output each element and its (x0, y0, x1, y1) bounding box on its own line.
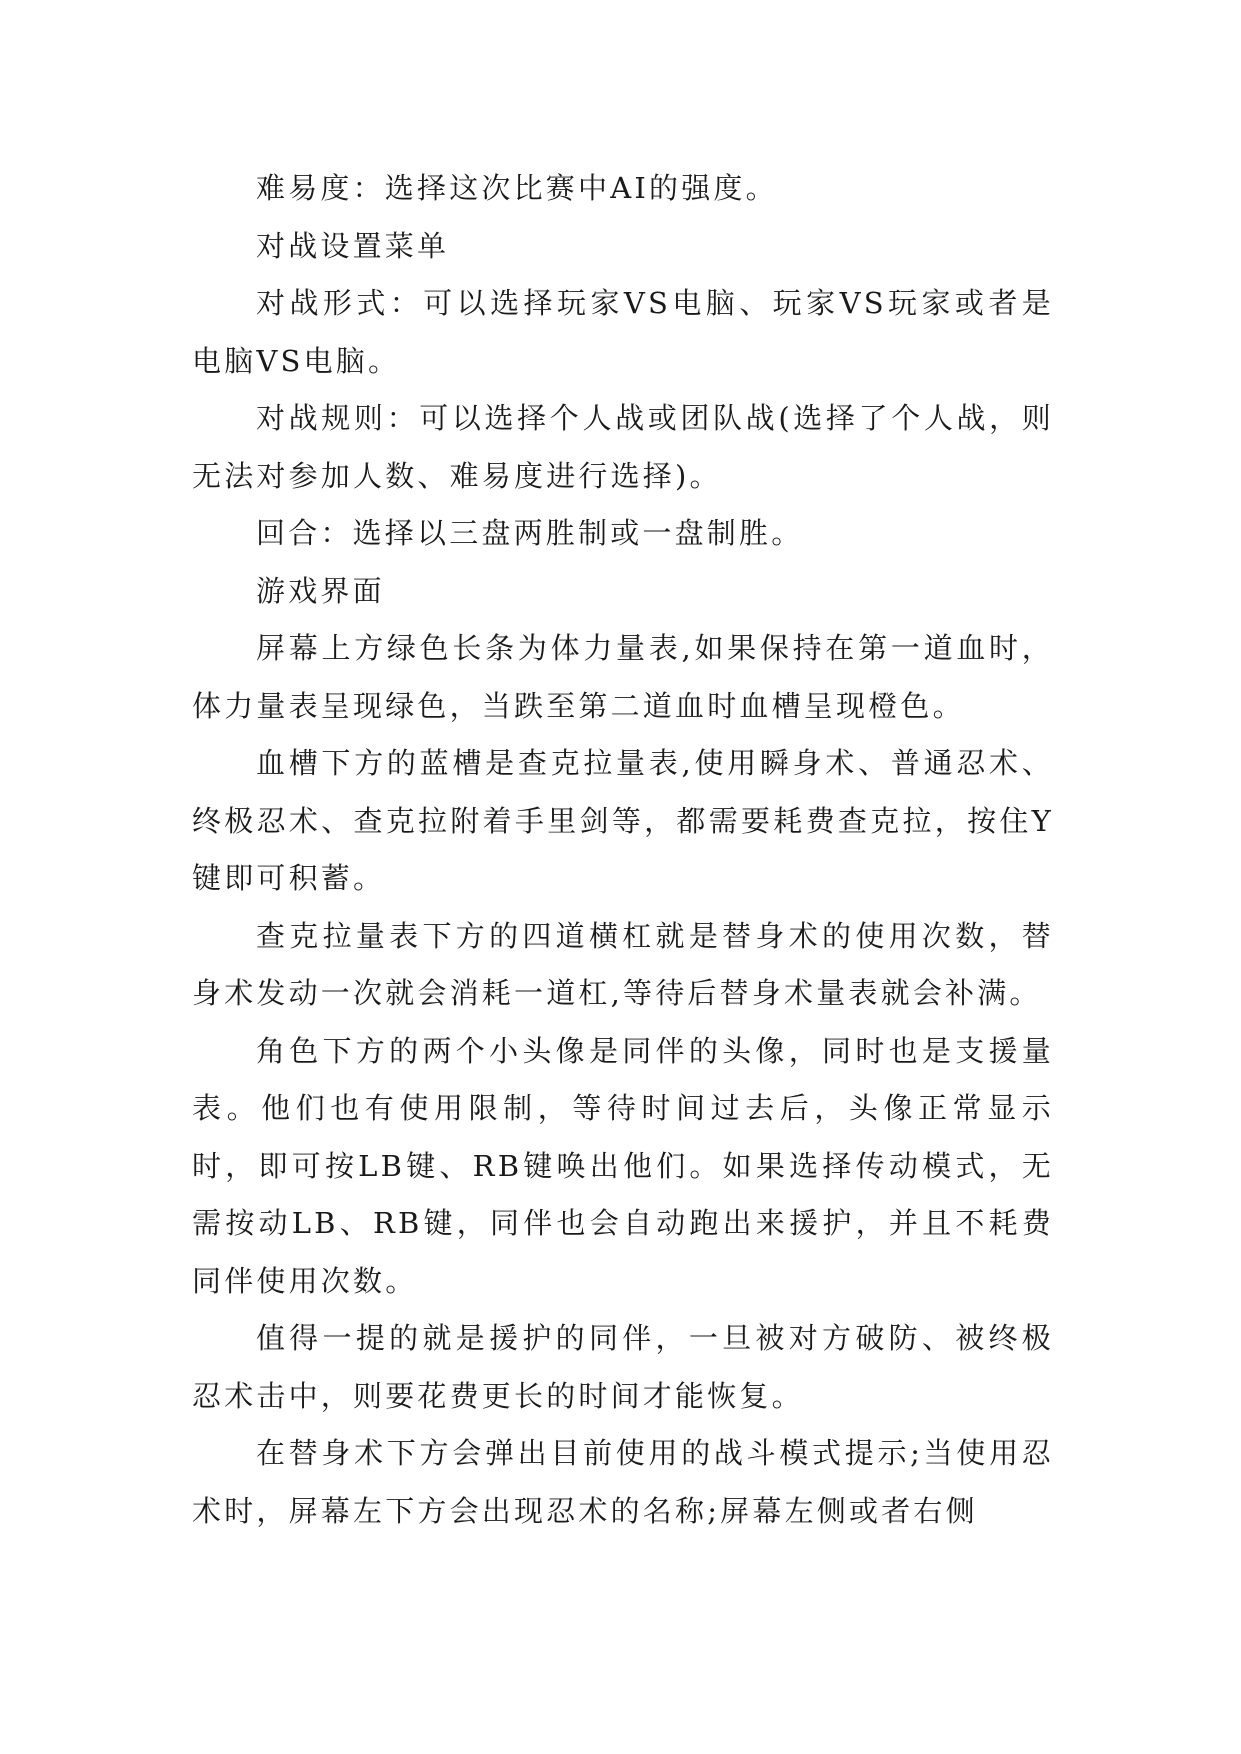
document-body (192, 160, 1054, 1540)
paragraph-battle-format: 对战形式：可以选择玩家VS电脑、玩家VS玩家或者是电脑VS电脑。 (192, 286, 1054, 378)
paragraph-battle-rules: 对战规则：可以选择个人战或团队战(选择了个人战，则无法对参加人数、难易度进行选择)。 (192, 401, 1054, 493)
paragraph-rounds: 回合：选择以三盘两胜制或一盘制胜。 (256, 516, 804, 550)
paragraph-mode-hints: 在替身术下方会弹出目前使用的战斗模式提示;当使用忍术时，屏幕左下方会出现忍术的名称;屏幕左侧或者右侧 (192, 1436, 1054, 1528)
paragraph-difficulty: 难易度：选择这次比赛中AI的强度。 (256, 171, 778, 205)
heading-battle-settings-menu: 对战设置菜单 (256, 228, 450, 263)
paragraph-support-gauge: 角色下方的两个小头像是同伴的头像，同时也是支援量表。他们也有使用限制，等待时间过去后，头像正常显示时，即可按LB键、RB键唤出他们。如果选择传动模式，无需按动LB、RB键，同伴也会自动跑出来援护，并且不耗费同伴使用次数。 (192, 1033, 1054, 1298)
paragraph-health-gauge: 屏幕上方绿色长条为体力量表,如果保持在第一道血时，体力量表呈现绿色，当跌至第二道血时血槽呈现橙色。 (192, 631, 1054, 723)
paragraph-chakra-gauge: 血槽下方的蓝槽是查克拉量表,使用瞬身术、普通忍术、终极忍术、查克拉附着手里剑等，都需要耗费查克拉，按住Y键即可积蓄。 (192, 746, 1054, 895)
paragraph-substitution-gauge: 查克拉量表下方的四道横杠就是替身术的使用次数，替身术发动一次就会消耗一道杠,等待后替身术量表就会补满。 (192, 918, 1054, 1010)
heading-game-interface: 游戏界面 (256, 573, 385, 608)
paragraph-support-recovery: 值得一提的就是援护的同伴，一旦被对方破防、被终极忍术击中，则要花费更长的时间才能恢复。 (192, 1321, 1054, 1413)
